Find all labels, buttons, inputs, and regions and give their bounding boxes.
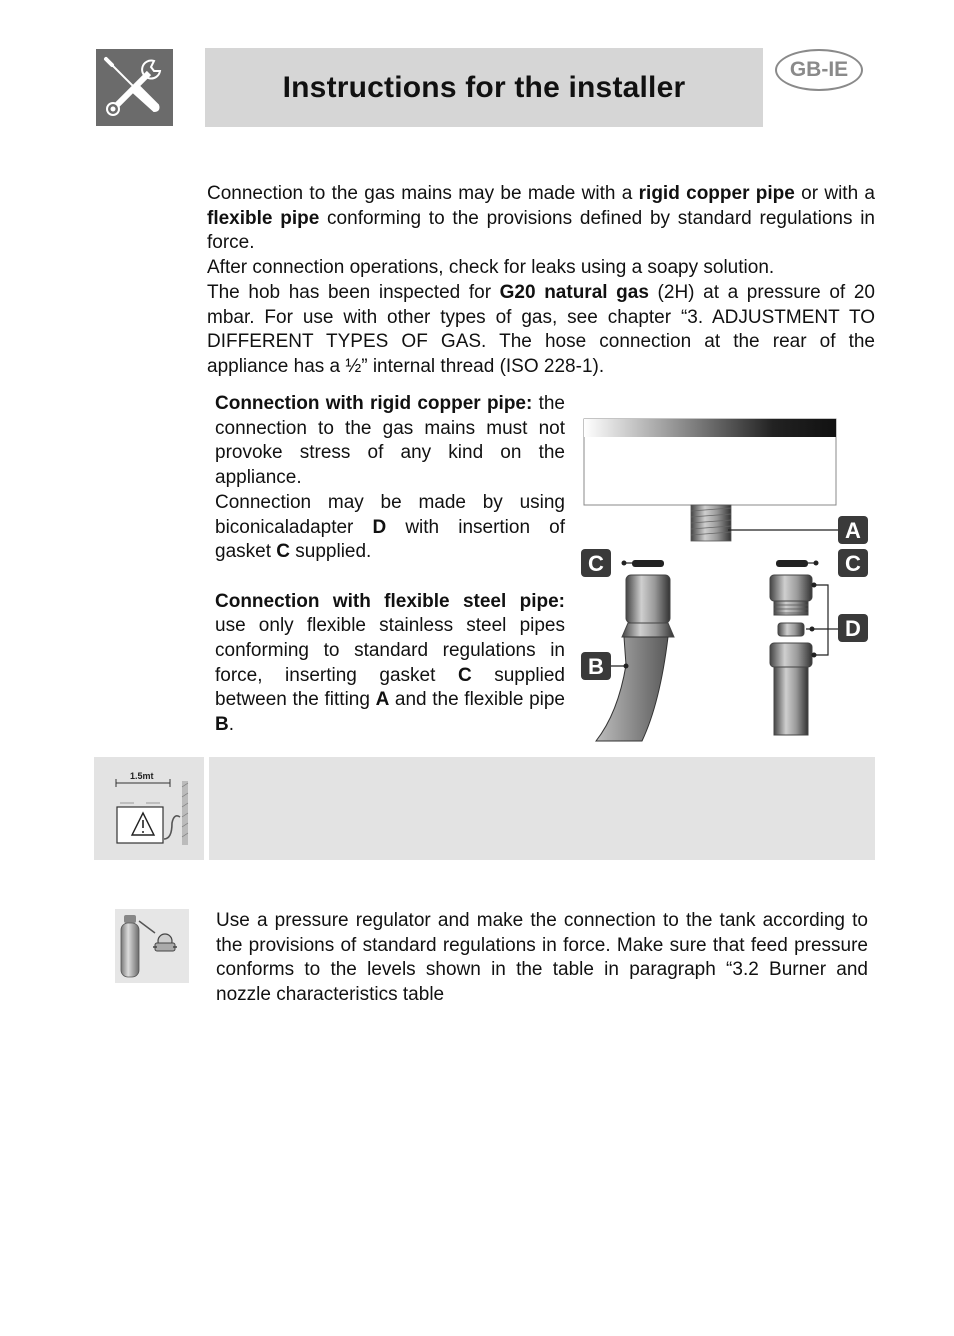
text-run-bold: B [215,714,229,736]
text-run: (2H) at a pressure of 20 mbar. For use with other types of gas, see chapter “3. ADJUSTMENT TO DIFFERENT TYPES OF GAS. The hose connection at the rear of the appliance has a ½” internal thread (ISO 228-1). [207,281,875,377]
text-run: . [228,714,235,736]
intro-paragraph-1 [207,182,875,256]
flexible-paragraph [215,590,565,738]
hose-length-warning-icon [94,757,204,860]
svg-text:B: B [588,654,604,679]
threaded-fitting [691,505,838,541]
rigid-heading: Connection with rigid copper pipe: [215,393,533,414]
title-banner [205,48,763,127]
rigid-paragraph-1 [215,392,565,491]
connection-instructions [215,392,565,738]
wrench-screwdriver-icon [96,49,173,126]
svg-text:D: D [845,616,861,641]
text-run: The hob has been inspected for [207,281,500,303]
intro-paragraph-3 [207,281,875,380]
warning-note-box [209,757,875,860]
svg-text:A: A [845,518,861,543]
diagram-label-c-left [581,549,611,577]
pipe-connection-diagram [578,413,878,743]
diagram-label-a [838,516,868,544]
flexible-hose-assembly [596,560,674,741]
text-run: or with a [794,183,876,204]
text-run: supplied between the fitting [215,664,565,711]
text-run: Connection may be made by using biconicaladapter [215,491,565,538]
text-run-bold: flexible pipe [207,207,320,229]
intro-section [207,182,875,380]
text-run: and the flexible pipe [389,689,566,711]
rigid-paragraph-2 [215,491,565,565]
svg-text:C: C [588,551,604,576]
intro-paragraph-2: After connection operations, check for leaks using a soapy solution. [207,257,775,279]
text-run: Connection to the gas mains may be made with a [207,183,639,204]
text-run: supplied. [290,541,372,563]
gas-bottle-regulator-icon [115,909,189,983]
diagram-label-d [838,614,868,642]
text-run: the connection to the gas mains must not provoke stress of any kind on the appliance. [215,393,565,489]
text-run: with insertion of gasket [215,516,565,563]
flexible-heading: Connection with flexible steel pipe: [215,590,565,612]
rigid-pipe-assembly [770,560,840,735]
text-run-bold: C [276,541,290,563]
svg-text:1.5mt: 1.5mt [130,771,154,781]
page-title: Instructions for the installer [282,70,686,104]
diagram-label-b [581,652,611,680]
appliance-body [584,419,836,505]
text-run-bold: C [457,664,472,686]
text-run: conforming to the provisions defined by standard regulations in force. [207,207,876,254]
text-run: use only flexible stainless steel pipes conforming to standard regulations in force, inserting gasket [215,615,565,686]
diagram-label-c-right [838,549,868,577]
text-run-bold: D [372,516,387,538]
language-badge: GB-IE [775,49,863,91]
text-run-bold: A [375,689,390,711]
text-run-bold: rigid copper pipe [638,183,795,204]
text-run-bold: G20 natural gas [499,281,649,303]
svg-text:C: C [845,551,861,576]
lpg-paragraph: Use a pressure regulator and make the connection to the tank according to the provisions of standard regulations in force. Make sure that feed pressure conforms to the levels shown in the table in paragraph “3.2 Burner and nozzle characteristics table [216,910,868,1006]
spacer [215,565,565,590]
